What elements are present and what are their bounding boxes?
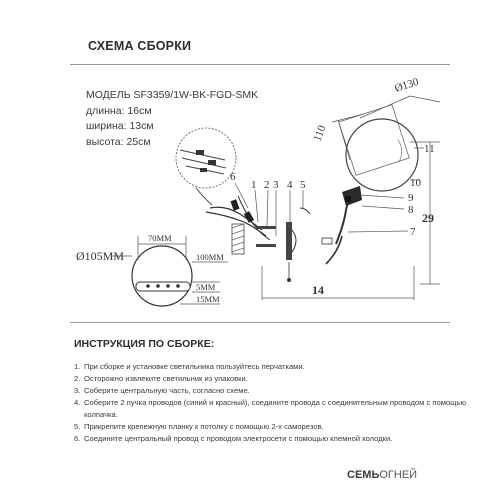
step-number: 2. bbox=[74, 374, 81, 383]
spec-length: длинна: 16см bbox=[86, 104, 152, 117]
page-title: СХЕМА СБОРКИ bbox=[88, 39, 192, 53]
instructions-list bbox=[74, 361, 494, 445]
dim-14: 14 bbox=[312, 283, 324, 297]
callout-8: 8 bbox=[408, 204, 414, 216]
callout-5: 5 bbox=[300, 179, 306, 191]
dim-100: 100MM bbox=[196, 252, 224, 262]
step-text: Осторожно извлеките светильник из упаковки. bbox=[84, 374, 248, 383]
step-number: 5. bbox=[74, 422, 81, 431]
dim-70: 70MM bbox=[148, 233, 172, 243]
step-text: Соедините центральный провод с проводом электросети с помощью клемной колодки. bbox=[84, 434, 393, 443]
dim-105: Ø105MM bbox=[76, 249, 125, 263]
glass-shade bbox=[346, 119, 418, 191]
list-item bbox=[74, 361, 494, 373]
step-text: При сборке и установке светильника пользуйтесь перчатками. bbox=[84, 362, 305, 371]
callout-6: 6 bbox=[230, 171, 236, 183]
callout-10: 10 bbox=[410, 177, 421, 189]
list-item bbox=[74, 397, 494, 421]
callout-9: 9 bbox=[408, 192, 414, 204]
lamp-socket bbox=[342, 186, 362, 206]
callout-4: 4 bbox=[287, 179, 293, 191]
step-number: 6. bbox=[74, 434, 81, 443]
dim-diameter-130: Ø130 bbox=[393, 75, 421, 95]
instructions-divider bbox=[70, 322, 450, 323]
callout-11: 11 bbox=[424, 143, 435, 155]
screw-icon bbox=[300, 208, 310, 214]
step-text: Прикрепите крепежную планку к потолку с помощью 2-х саморезов. bbox=[84, 422, 324, 431]
callout-numbers bbox=[230, 171, 306, 191]
dimension-width bbox=[262, 266, 414, 300]
dim-5: 5MM bbox=[196, 282, 216, 292]
step-text: Соберите центральную часть, согласно схеме. bbox=[84, 386, 250, 395]
step-text: Соберите 2 пучка проводов (синий и красный), соедините провода с соединительным проводом с помощью колпачка. bbox=[84, 398, 467, 419]
list-item bbox=[74, 421, 494, 433]
dim-110: 110 bbox=[311, 123, 329, 144]
spec-height: высота: 25см bbox=[86, 135, 151, 148]
list-item bbox=[74, 373, 494, 385]
callout-1: 1 bbox=[251, 179, 257, 191]
list-item bbox=[74, 385, 494, 397]
lamp-arm bbox=[322, 196, 352, 264]
dim-29: 29 bbox=[422, 211, 434, 225]
callout-7: 7 bbox=[410, 226, 416, 238]
list-item bbox=[74, 433, 494, 445]
wiring bbox=[206, 196, 270, 240]
dim-15: 15MM bbox=[196, 294, 220, 304]
callout-3: 3 bbox=[273, 179, 279, 191]
brand-logo bbox=[347, 469, 417, 481]
step-number: 4. bbox=[74, 398, 81, 407]
brand-bold: СЕМЬ bbox=[347, 469, 380, 481]
model-number: МОДЕЛЬ SF3359/1W-BK-FGD-SMK bbox=[86, 89, 259, 101]
spec-width: ширина: 13см bbox=[86, 120, 154, 132]
step-number: 3. bbox=[74, 386, 81, 395]
step-number: 1. bbox=[74, 362, 81, 371]
canopy bbox=[286, 222, 296, 282]
callout-2: 2 bbox=[264, 179, 270, 191]
brand-light: ОГНЕЙ bbox=[379, 469, 418, 481]
instructions-title: ИНСТРУКЦИЯ ПО СБОРКЕ: bbox=[74, 338, 215, 350]
wire-connector-inset bbox=[176, 128, 236, 205]
